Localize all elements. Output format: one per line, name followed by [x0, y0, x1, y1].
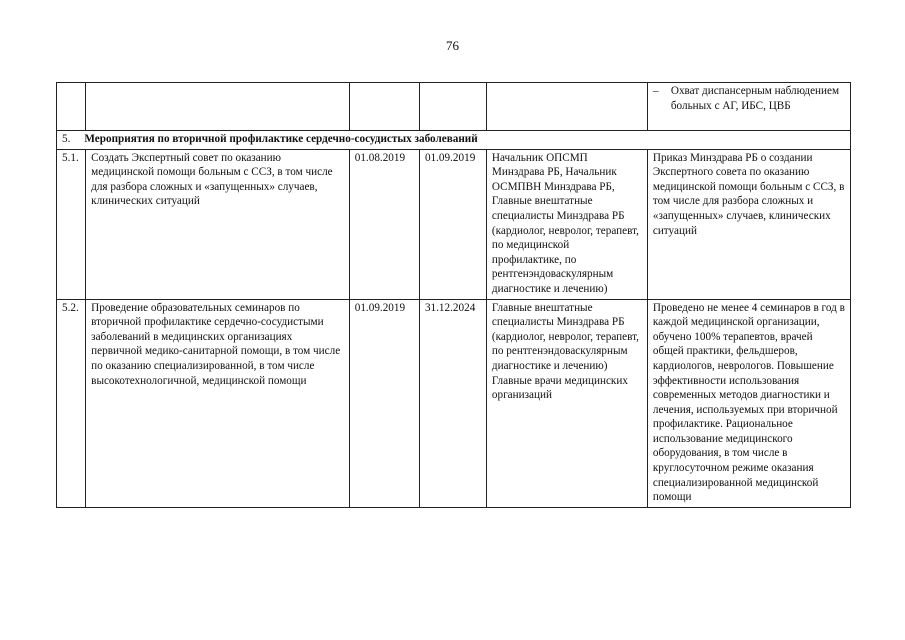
cell-empty [486, 83, 647, 131]
cell-activity: Создать Экспертный совет по оказанию медицинской помощи больным с ССЗ, в том числе для разбора сложных и «запущенных» случаев, клинических ситуаций [86, 149, 350, 299]
cell-end-date: 31.12.2024 [419, 299, 486, 507]
cell-start-date: 01.08.2019 [349, 149, 419, 299]
table-row-continuation [57, 83, 851, 131]
cell-number: 5.1. [57, 149, 86, 299]
table-row [57, 149, 851, 299]
cell-responsible: Главные внештатные специалисты Минздрава РБ (кардиолог, невролог, терапевт, по рентгенэндоваскулярным диагностике и лечению) Главные врачи медицинских организаций [486, 299, 647, 507]
cell-activity: Проведение образовательных семинаров по вторичной профилактике сердечно-сосудистыми заболеваний в медицинских организациях первичной медико-санитарной помощи, в том числе по оказанию специализированной, в том числе высокотехнологичной, медицинской помощи [86, 299, 350, 507]
cell-empty [349, 83, 419, 131]
section-title: Мероприятия по вторичной профилактике сердечно-сосудистых заболеваний [84, 133, 478, 145]
cell-result: Проведено не менее 4 семинаров в год в каждой медицинской организации, обучено 100% терапевтов, врачей общей практики, фельдшеров, кардиологов, неврологов. Повышение эффективности использования современных методов диагностики и лечения, используемых при вторичной профилактике. Рациональное использование медицинского оборудования, в том числе в круглосуточном режиме оказания специализированной медицинской помощи [647, 299, 850, 507]
section-number: 5. [62, 133, 71, 145]
section-header-row [57, 131, 851, 150]
cell-result: Приказ Минздрава РБ о создании Экспертного совета по оказанию медицинской помощи больным с ССЗ, в том числе для разбора сложных и «запущенных» случаев, клинических ситуаций [647, 149, 850, 299]
page-number: 76 [446, 38, 459, 53]
cell-end-date: 01.09.2019 [419, 149, 486, 299]
cell-start-date: 01.09.2019 [349, 299, 419, 507]
section-header [57, 131, 851, 150]
result-text: Охват диспансерным наблюдением больных с АГ, ИБС, ЦВБ [670, 85, 840, 112]
activities-table [56, 82, 851, 508]
cell-empty [419, 83, 486, 131]
list-bullet: – [652, 85, 659, 97]
cell-result [647, 83, 850, 131]
cell-empty [86, 83, 350, 131]
table-row [57, 299, 851, 507]
cell-responsible: Начальник ОПСМП Минздрава РБ, Начальник ОСМПВН Минздрава РБ, Главные внештатные специалисты Минздрава РБ (кардиолог, невролог, терапевт, по медицинской профилактике, по рентгенэндоваскулярным диагностике и лечению) [486, 149, 647, 299]
cell-empty [57, 83, 86, 131]
cell-number: 5.2. [57, 299, 86, 507]
